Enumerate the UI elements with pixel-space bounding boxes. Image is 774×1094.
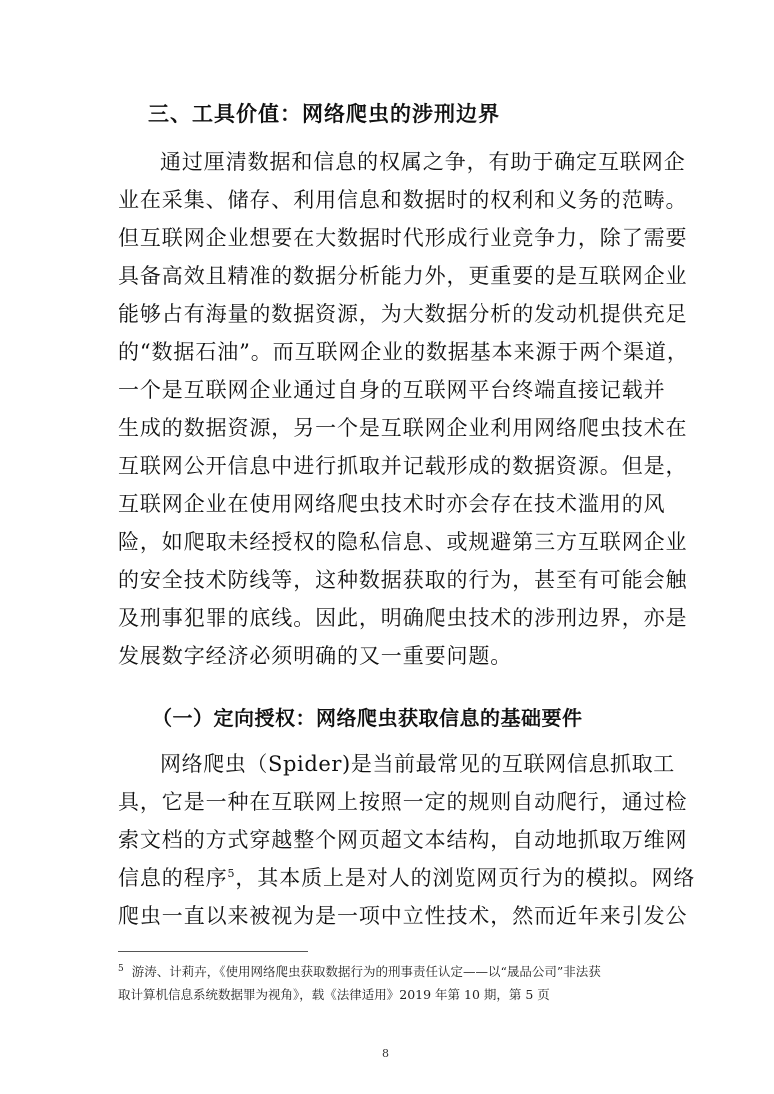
footnote-divider: [118, 951, 308, 952]
paragraph-line: 互联网企业在使用网络爬虫技术时亦会存在技术滥用的风: [118, 492, 666, 516]
paragraph-line: 能够占有海量的数据资源，为大数据分析的发动机提供充足: [118, 302, 688, 326]
paragraph-line: 具备高效且精准的数据分析能力外，更重要的是互联网企业: [118, 264, 688, 288]
paragraph-line: 但互联网企业想要在大数据时代形成行业竞争力，除了需要: [118, 226, 688, 250]
page-number: 8: [382, 1047, 389, 1060]
footnote-line: 取计算机信息系统数据罪为视角》，载《法律适用》2019 年第 10 期，第 5 页: [118, 987, 550, 1002]
paragraph-line: 发展数字经济必须明确的又一重要问题。: [118, 644, 513, 668]
footnote-line: [118, 962, 601, 980]
footnote-text: 游涛、计莉卉，《使用网络爬虫获取数据行为的刑事责任认定——以“晟品公司”非法获: [131, 964, 601, 979]
paragraph-line: 生成的数据资源，另一个是互联网企业利用网络爬虫技术在: [118, 416, 688, 440]
paragraph-line: 通过厘清数据和信息的权属之争，有助于确定互联网企: [160, 150, 686, 174]
paragraph-text: 信息的程序: [118, 866, 228, 890]
paragraph-line: [118, 862, 695, 892]
footnote-reference[interactable]: 5: [227, 867, 236, 880]
paragraph-text: ，其本质上是对人的浏览网页行为的模拟。网络: [235, 866, 696, 890]
section-heading: 三、工具价值：网络爬虫的涉刑边界: [148, 102, 500, 126]
paragraph-line: 索文档的方式穿越整个网页超文本结构，自动地抓取万维网: [118, 828, 688, 852]
subsection-heading: （一）定向授权：网络爬虫获取信息的基础要件: [152, 706, 583, 730]
paragraph-line: 爬虫一直以来被视为是一项中立性技术，然而近年来引发公: [118, 904, 688, 928]
footnote-number: 5: [118, 963, 124, 974]
paragraph-line: 的安全技术防线等，这种数据获取的行为，甚至有可能会触: [118, 568, 688, 592]
paragraph-line: 互联网公开信息中进行抓取并记载形成的数据资源。但是，: [118, 454, 688, 478]
paragraph-line: 及刑事犯罪的底线。因此，明确爬虫技术的涉刑边界，亦是: [118, 606, 688, 630]
paragraph-line: 险，如爬取未经授权的隐私信息、或规避第三方互联网企业: [118, 530, 688, 554]
paragraph-line: 网络爬虫（Spider)是当前最常见的互联网信息抓取工: [160, 752, 675, 776]
paragraph-line: 的“数据石油”。而互联网企业的数据基本来源于两个渠道，: [118, 340, 689, 364]
paragraph-line: 具，它是一种在互联网上按照一定的规则自动爬行，通过检: [118, 790, 688, 814]
paragraph-line: 一个是互联网企业通过自身的互联网平台终端直接记载并: [118, 378, 666, 402]
paragraph-line: 业在采集、储存、利用信息和数据时的权利和义务的范畴。: [118, 188, 688, 212]
